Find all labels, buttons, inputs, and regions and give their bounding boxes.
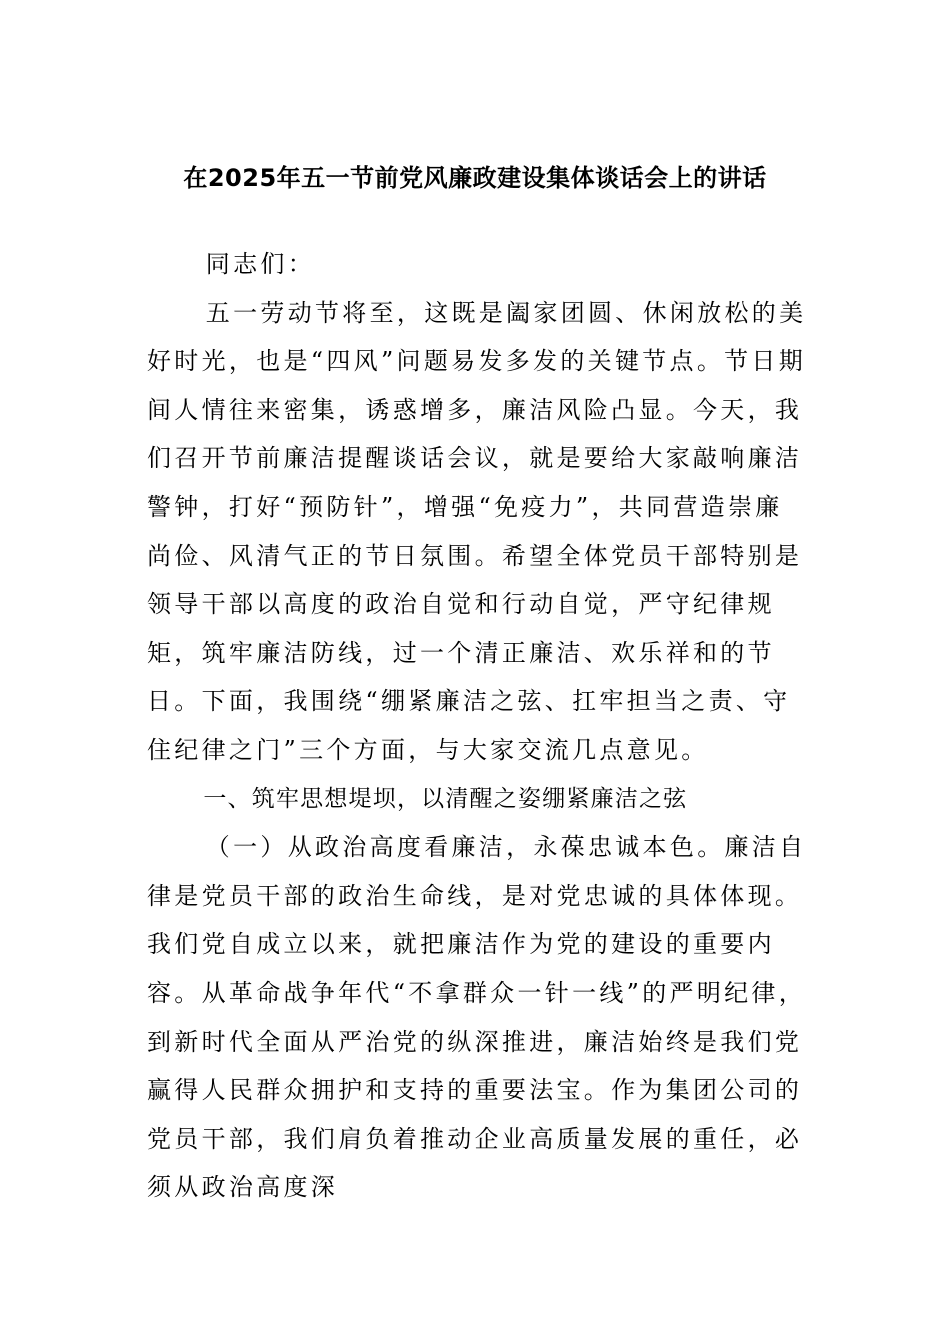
salutation: 同志们： bbox=[205, 250, 315, 278]
document-body bbox=[147, 240, 807, 1212]
paragraph-subsection-1: （一）从政治高度看廉洁，永葆忠诚本色。廉洁自律是党员干部的政治生命线，是对党忠诚的具体体现。我们党自成立以来，就把廉洁作为党的建设的重要内容。从革命战争年代“不拿群众一针一线”的严明纪律，到新时代全面从严治党的纵深推进，廉洁始终是我们党赢得人民群众拥护和支持的重要法宝。作为集团公司的党员干部，我们肩负着推动企业高质量发展的重任，必须从政治高度深 bbox=[147, 833, 807, 1202]
paragraph-intro: 五一劳动节将至，这既是阖家团圆、休闲放松的美好时光，也是“四风”问题易发多发的关键节点。节日期间人情往来密集，诱惑增多，廉洁风险凸显。今天，我们召开节前廉洁提醒谈话会议，就是要给大家敲响廉洁警钟，打好“预防针”，增强“免疫力”，共同营造崇廉尚俭、风清气正的节日氛围。希望全体党员干部特别是领导干部以高度的政治自觉和行动自觉，严守纪律规矩，筑牢廉洁防线，过一个清正廉洁、欢乐祥和的节日。下面，我围绕“绷紧廉洁之弦、扛牢担当之责、守住纪律之门”三个方面，与大家交流几点意见。 bbox=[147, 298, 807, 764]
document-title: 在2025年五一节前党风廉政建设集体谈话会上的讲话 bbox=[183, 164, 767, 192]
section-heading: 一、筑牢思想堤坝，以清醒之姿绷紧廉洁之弦 bbox=[203, 785, 688, 812]
